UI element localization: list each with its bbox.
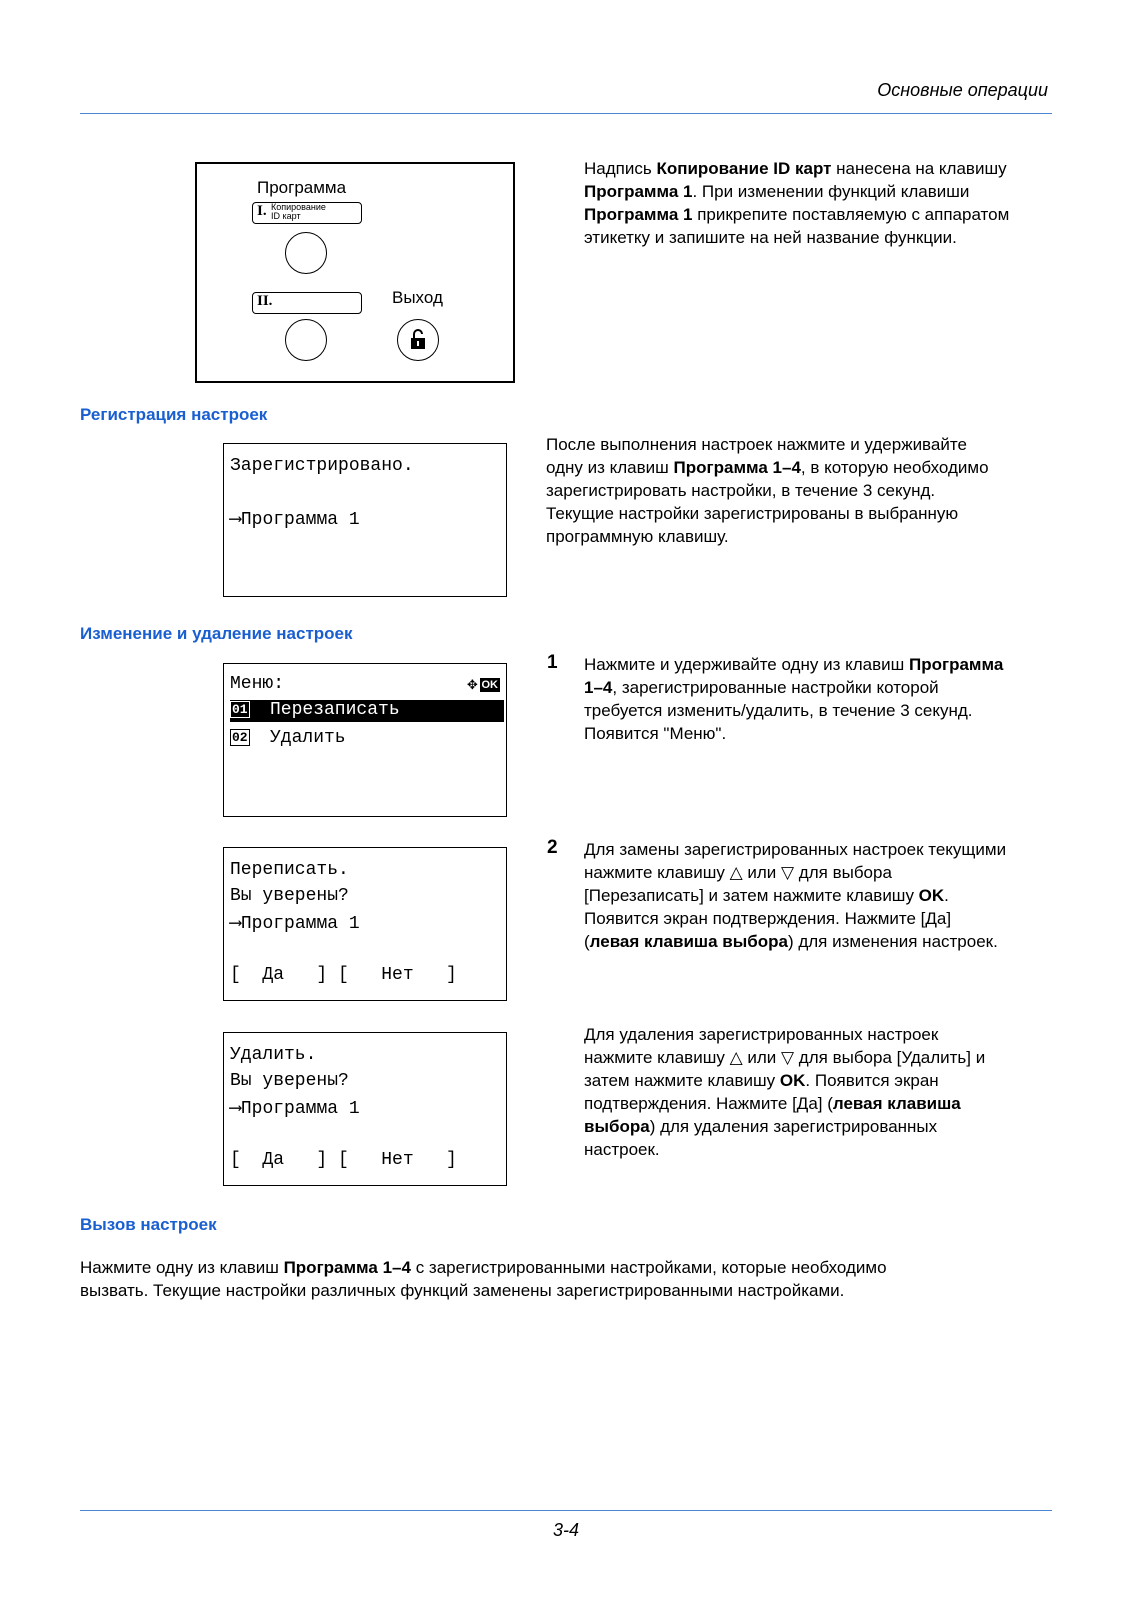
delete-text: подтверждения. Нажмите [Да] ( — [584, 1094, 833, 1113]
delete-paragraph — [584, 1023, 1054, 1161]
intro-bold: Программа 1 — [584, 182, 693, 201]
intro-text: прикрепите поставляемую с аппаратом — [692, 205, 1010, 224]
step2-text: ( — [584, 932, 590, 951]
intro-text: нанесена на клавишу — [831, 159, 1007, 178]
delete-text: затем нажмите клавишу — [584, 1071, 780, 1090]
key2-number: II. — [257, 293, 273, 309]
cross-arrows-icon: ✥ — [467, 676, 478, 695]
intro-bold: Программа 1 — [584, 205, 693, 224]
key1-text — [271, 203, 326, 221]
recall-text: Нажмите одну из клавиш — [80, 1258, 284, 1277]
lcd-line — [230, 912, 360, 934]
recall-paragraph — [80, 1256, 1060, 1302]
delete-bold: левая клавиша — [832, 1094, 961, 1113]
menu-item-number: 02 — [232, 730, 248, 745]
delete-text: . Появится экран — [805, 1071, 939, 1090]
delete-text: нажмите клавишу — [584, 1048, 730, 1067]
lcd-line: Вы уверены? — [230, 1071, 349, 1091]
register-text: Текущие настройки зарегистрированы в выбранную — [546, 504, 959, 523]
lcd-registered-screen — [223, 443, 507, 597]
footer-rule — [80, 1510, 1052, 1511]
step-number: 1 — [547, 652, 558, 673]
register-text: программную клавишу. — [546, 527, 729, 546]
register-bold: Программа 1–4 — [673, 458, 801, 477]
page-number: 3-4 — [552, 1520, 579, 1540]
delete-text: ) для удаления зарегистрированных — [649, 1117, 938, 1136]
menu-item-number: 01 — [232, 702, 248, 717]
step2-text: или — [742, 863, 781, 882]
header-rule — [80, 113, 1052, 114]
arrow-icon: ⟶ — [230, 510, 241, 530]
menu-nav-indicator — [467, 674, 500, 695]
intro-paragraph — [584, 157, 1054, 249]
step1-bold: Программа — [909, 655, 1004, 674]
section-heading-recall: Вызов настроек — [80, 1215, 217, 1234]
register-text: зарегистрировать настройки, в течение 3 секунд. — [546, 481, 936, 500]
lcd-softkeys[interactable]: [ Да ] [ Нет ] — [230, 1150, 457, 1170]
menu-item-label: Перезаписать — [270, 700, 400, 720]
key1-number: I. — [257, 203, 267, 219]
exit-label: Выход — [392, 288, 443, 307]
register-text: После выполнения настроек нажмите и удерживайте — [546, 435, 967, 454]
step2-text: [Перезаписать] и затем нажмите клавишу — [584, 886, 919, 905]
arrow-icon: ⟶ — [230, 914, 241, 934]
program-key-2-label — [252, 292, 362, 314]
delete-text: Для удаления зарегистрированных настроек — [584, 1025, 939, 1044]
intro-text: этикетку и запишите на ней название функции. — [584, 228, 957, 247]
delete-text: настроек. — [584, 1140, 660, 1159]
intro-text: Надпись — [584, 159, 657, 178]
step2-text: Появится экран подтверждения. Нажмите [Да] — [584, 909, 952, 928]
step1-bold: 1–4 — [584, 678, 613, 697]
lcd-program-text: Программа 1 — [240, 914, 360, 934]
program-key-1-label — [252, 202, 362, 224]
step2-text: ) для изменения настроек. — [787, 932, 998, 951]
lcd-program-text: Программа 1 — [240, 1099, 360, 1119]
step2-bold: OK — [918, 886, 945, 905]
lcd-softkeys[interactable]: [ Да ] [ Нет ] — [230, 965, 457, 985]
down-triangle-icon: ▽ — [781, 863, 795, 882]
operation-panel-illustration — [195, 162, 515, 383]
delete-bold: выбора — [584, 1117, 650, 1136]
lcd-line — [230, 1097, 360, 1119]
program-label: Программа — [257, 178, 347, 197]
lcd-program-text: Программа 1 — [240, 510, 360, 530]
arrow-icon: ⟶ — [230, 1099, 241, 1119]
step2-text: нажмите клавишу — [584, 863, 730, 882]
register-text: , в которую необходимо — [800, 458, 989, 477]
unlock-icon — [398, 320, 438, 360]
step2-text: . — [944, 886, 949, 905]
ok-icon: OK — [481, 678, 498, 691]
delete-text: для выбора [Удалить] и — [794, 1048, 986, 1067]
lcd-line — [230, 508, 360, 530]
register-text: одну из клавиш — [546, 458, 674, 477]
menu-item-overwrite[interactable] — [230, 700, 504, 722]
key1-text-line2: ID карт — [271, 211, 301, 221]
intro-bold: Копирование ID карт — [656, 159, 832, 178]
step1-text: Нажмите и удерживайте одну из клавиш — [584, 655, 909, 674]
exit-button[interactable] — [397, 319, 439, 361]
step1-paragraph — [584, 653, 1054, 745]
delete-text: или — [742, 1048, 781, 1067]
program-key-1-button[interactable] — [285, 232, 327, 274]
up-triangle-icon: △ — [729, 1048, 743, 1067]
section-heading-register: Регистрация настроек — [80, 405, 268, 424]
up-triangle-icon: △ — [729, 863, 743, 882]
down-triangle-icon: ▽ — [781, 1048, 795, 1067]
step1-text: Появится "Меню". — [584, 724, 727, 743]
step-number: 2 — [547, 837, 558, 858]
register-paragraph — [546, 433, 1046, 548]
recall-text: с зарегистрированными настройками, которые необходимо — [410, 1258, 887, 1277]
recall-bold: Программа 1–4 — [283, 1258, 411, 1277]
step2-paragraph — [584, 838, 1054, 953]
lcd-delete-confirm-screen — [223, 1032, 507, 1186]
delete-bold: OK — [779, 1071, 806, 1090]
step1-text: требуется изменить/удалить, в течение 3 секунд. — [584, 701, 973, 720]
menu-item-label: Удалить — [270, 728, 346, 748]
key1-text-line1: Копирование — [271, 202, 326, 212]
step2-text: для выбора — [794, 863, 892, 882]
step1-text: , зарегистрированные настройки которой — [612, 678, 939, 697]
header-title: Основные операции — [877, 80, 1048, 100]
lcd-line: Переписать. — [230, 860, 349, 880]
step2-bold: левая клавиша выбора — [589, 932, 788, 951]
intro-text: . При изменении функций клавиши — [692, 182, 970, 201]
menu-item-delete[interactable] — [230, 728, 504, 750]
section-heading-change: Изменение и удаление настроек — [80, 624, 353, 643]
program-key-2-button[interactable] — [285, 319, 327, 361]
step2-text: Для замены зарегистрированных настроек текущими — [584, 840, 1007, 859]
lcd-menu-title: Меню: — [230, 674, 285, 694]
lcd-overwrite-confirm-screen — [223, 847, 507, 1001]
recall-text: вызвать. Текущие настройки различных функций заменены зарегистрированными настройками. — [80, 1281, 845, 1300]
lcd-line: Удалить. — [230, 1045, 317, 1065]
lcd-menu-screen — [223, 663, 507, 817]
lcd-line: Зарегистрировано. — [230, 456, 414, 476]
lcd-line: Вы уверены? — [230, 886, 349, 906]
